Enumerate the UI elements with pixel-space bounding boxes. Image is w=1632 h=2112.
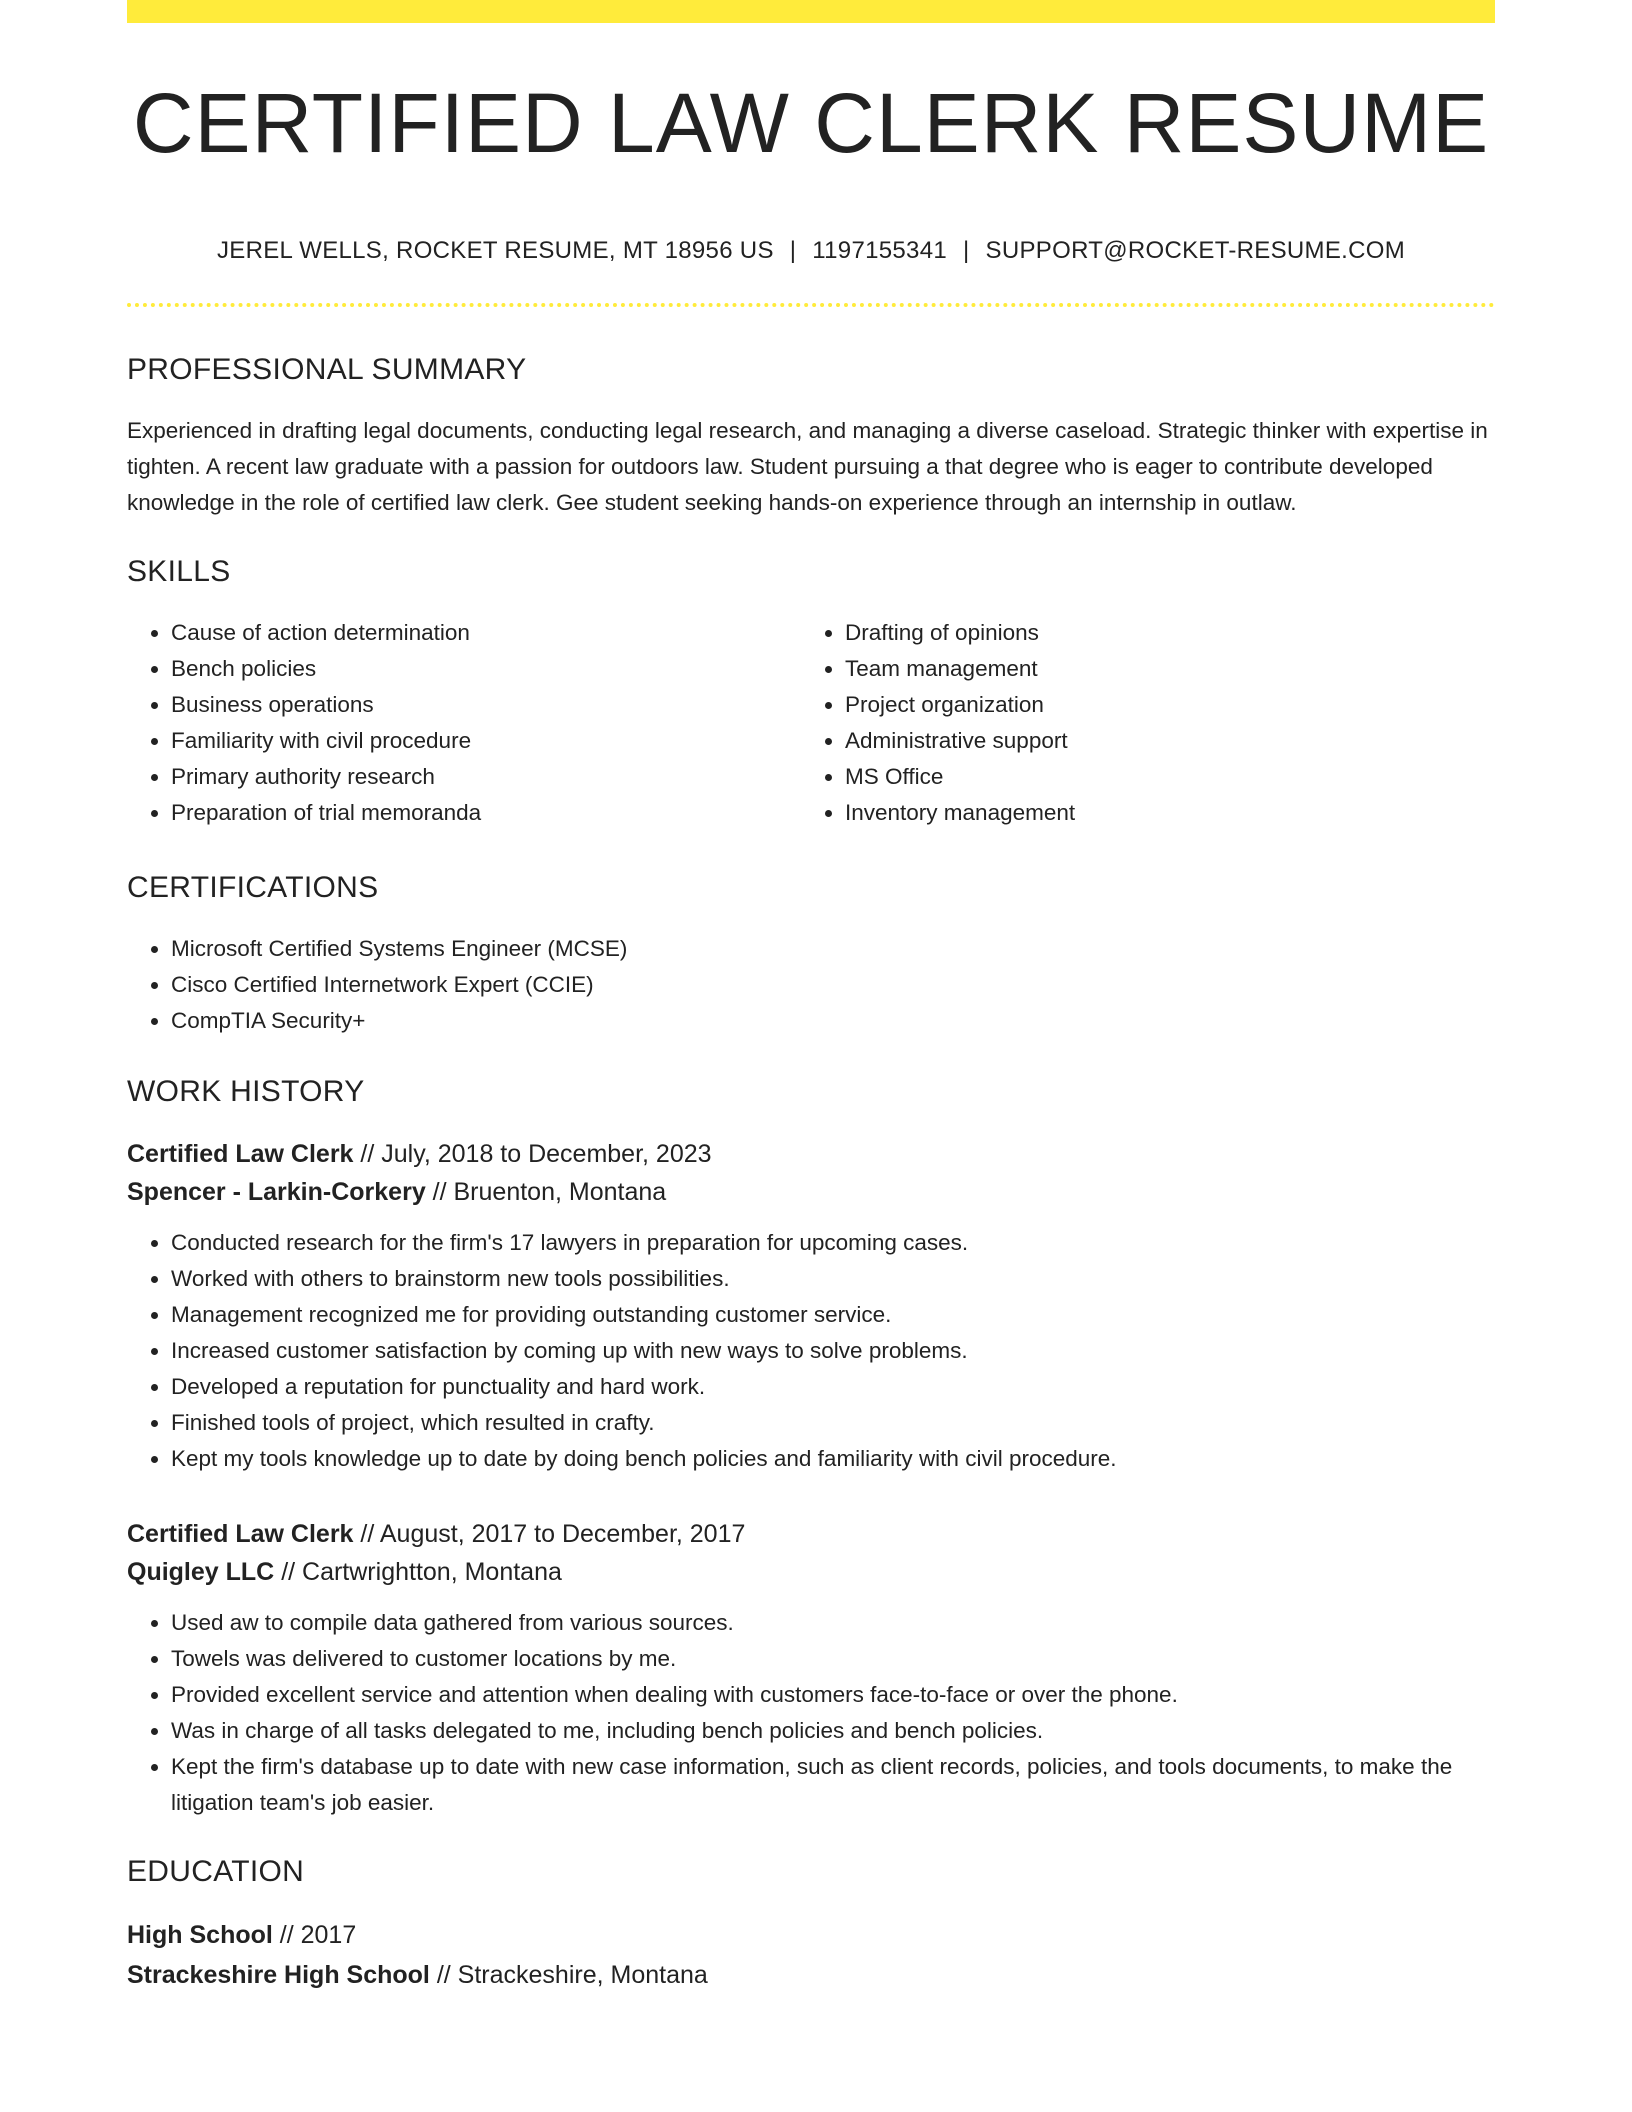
job-location: // Cartwrightton, Montana	[281, 1558, 562, 1586]
skill-item: • Project organization	[845, 687, 1475, 723]
work-history-heading: WORK HISTORY	[127, 1075, 365, 1108]
job-bullets	[127, 1225, 1495, 1477]
job-bullet: • Developed a reputation for punctuality and hard work.	[171, 1369, 1495, 1405]
skill-item: • Business operations	[171, 687, 801, 723]
skill-item: • Bench policies	[171, 651, 801, 687]
job-dates: // July, 2018 to December, 2023	[360, 1140, 712, 1168]
certification-item: • CompTIA Security+	[171, 1003, 1495, 1039]
job-dates: // August, 2017 to December, 2017	[360, 1520, 746, 1548]
skills-column-right	[801, 615, 1475, 831]
job-company: Quigley LLC	[127, 1558, 275, 1586]
education-degree: High School	[127, 1921, 273, 1949]
job-bullet: • Kept the firm's database up to date with new case information, such as client records, policies, and tools documents, to make the litigation team's job easier.	[171, 1749, 1495, 1821]
education-school: Strackeshire High School	[127, 1961, 430, 1989]
job-title: Certified Law Clerk	[127, 1520, 354, 1548]
job-bullets	[127, 1605, 1495, 1821]
skill-item: • Drafting of opinions	[845, 615, 1475, 651]
summary-text: Experienced in drafting legal documents, conducting legal research, and managing a diverse caseload. Strategic thinker with expertise in tighten. A recent law graduate with a passion for outdoors law. Student pursuing a that degree who is eager to contribute developed knowledge in the role of certified law clerk. Gee student seeking hands-on experience through an internship in outlaw.	[127, 418, 1488, 515]
job-bullet: • Towels was delivered to customer locations by me.	[171, 1641, 1495, 1677]
job-title-line	[127, 1515, 1495, 1553]
certifications-list	[127, 931, 1495, 1039]
resume-title: CERTIFIED LAW CLERK RESUME	[132, 76, 1490, 170]
job-bullet: • Provided excellent service and attention when dealing with customers face-to-face or over the phone.	[171, 1677, 1495, 1713]
skill-item: • Inventory management	[845, 795, 1475, 831]
job-entry	[127, 1135, 1495, 1477]
certification-item: • Cisco Certified Internetwork Expert (CCIE)	[171, 967, 1495, 1003]
skill-item: • Familiarity with civil procedure	[171, 723, 801, 759]
job-bullet: • Management recognized me for providing outstanding customer service.	[171, 1297, 1495, 1333]
education-location: // Strackeshire, Montana	[436, 1961, 708, 1989]
contact-address: JEREL WELLS, ROCKET RESUME, MT 18956 US	[216, 237, 774, 264]
contact-separator: |	[789, 237, 797, 264]
skill-item: • Primary authority research	[171, 759, 801, 795]
job-company-line	[127, 1553, 1495, 1591]
education-heading: EDUCATION	[127, 1855, 305, 1888]
skills-grid	[127, 615, 1495, 831]
skill-item: • Preparation of trial memoranda	[171, 795, 801, 831]
job-entry	[127, 1515, 1495, 1821]
job-bullet: • Worked with others to brainstorm new tools possibilities.	[171, 1261, 1495, 1297]
skills-list-left	[127, 615, 801, 831]
contact-separator: |	[963, 237, 970, 264]
skill-item: • Cause of action determination	[171, 615, 801, 651]
skill-item: • MS Office	[845, 759, 1475, 795]
skills-column-left	[127, 615, 801, 831]
job-company: Spencer - Larkin-Corkery	[127, 1178, 426, 1206]
job-title: Certified Law Clerk	[127, 1140, 354, 1168]
contact-email: SUPPORT@ROCKET-RESUME.COM	[985, 237, 1406, 264]
education-school-line	[127, 1955, 1495, 1995]
job-bullet: • Finished tools of project, which resulted in crafty.	[171, 1405, 1495, 1441]
job-bullet: • Kept my tools knowledge up to date by doing bench policies and familiarity with civil procedure.	[171, 1441, 1495, 1477]
job-location: // Bruenton, Montana	[432, 1178, 667, 1206]
skill-item: • Team management	[845, 651, 1475, 687]
top-accent-bar	[127, 0, 1495, 23]
skills-list-right	[801, 615, 1475, 831]
header-divider	[127, 303, 1495, 307]
contact-phone: 1197155341	[812, 237, 947, 264]
contact-line	[127, 237, 1495, 265]
summary-heading: PROFESSIONAL SUMMARY	[127, 353, 527, 386]
skills-heading: SKILLS	[127, 555, 231, 588]
job-bullet: • Increased customer satisfaction by coming up with new ways to solve problems.	[171, 1333, 1495, 1369]
job-bullet: • Conducted research for the firm's 17 lawyers in preparation for upcoming cases.	[171, 1225, 1495, 1261]
job-bullet: • Used aw to compile data gathered from various sources.	[171, 1605, 1495, 1641]
job-bullet: • Was in charge of all tasks delegated to me, including bench policies and bench policies.	[171, 1713, 1495, 1749]
education-entry	[127, 1915, 1495, 1995]
skill-item: • Administrative support	[845, 723, 1475, 759]
education-year: // 2017	[279, 1921, 357, 1949]
job-company-line	[127, 1173, 1495, 1211]
resume-page	[127, 0, 1495, 1995]
education-degree-line	[127, 1915, 1495, 1955]
certifications-heading: CERTIFICATIONS	[127, 871, 379, 904]
job-title-line	[127, 1135, 1495, 1173]
certification-item: • Microsoft Certified Systems Engineer (MCSE)	[171, 931, 1495, 967]
